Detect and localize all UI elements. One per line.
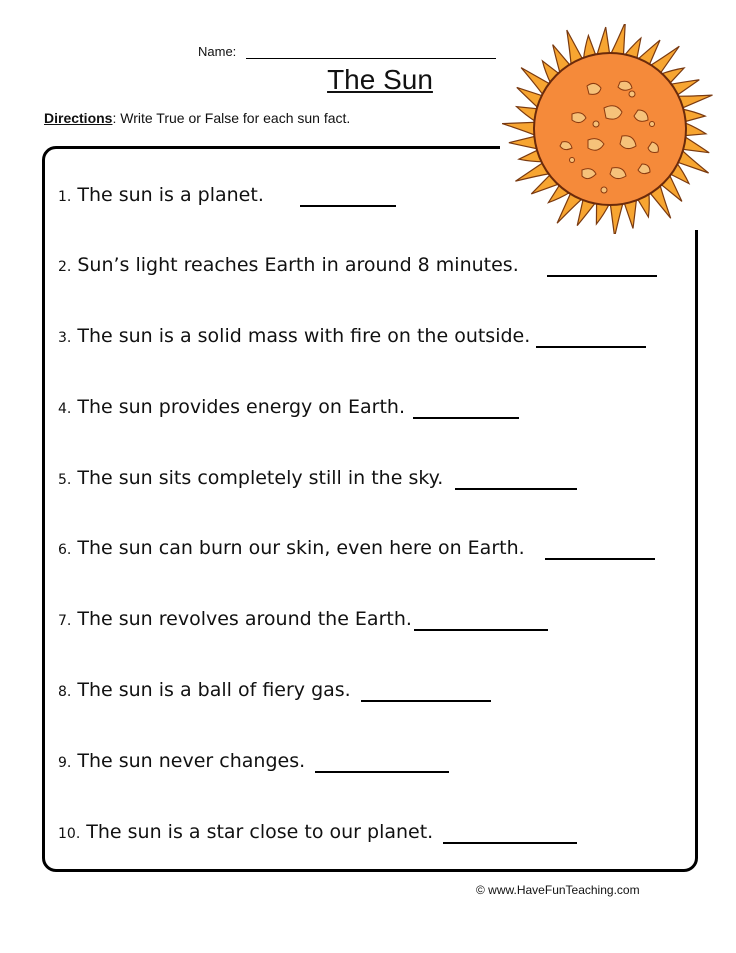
answer-blank[interactable]	[455, 488, 577, 490]
question-number: 3.	[58, 330, 72, 346]
name-field[interactable]	[246, 46, 496, 59]
question-text: The sun can burn our skin, even here on Earth.	[77, 537, 525, 559]
sun-core	[534, 53, 686, 205]
question-text: The sun sits completely still in the sky.	[77, 467, 444, 489]
question-item	[58, 750, 449, 772]
question-text: The sun is a star close to our planet.	[86, 821, 434, 843]
question-number: 2.	[58, 259, 72, 275]
question-text: Sun’s light reaches Earth in around 8 minutes.	[77, 254, 519, 276]
question-item	[58, 396, 519, 418]
question-number: 9.	[58, 755, 72, 771]
footer-copyright: © www.HaveFunTeaching.com	[476, 883, 640, 897]
directions-text: : Write True or False for each sun fact.	[112, 110, 351, 126]
answer-blank[interactable]	[547, 275, 657, 277]
name-row	[198, 44, 496, 59]
answer-blank[interactable]	[536, 346, 646, 348]
question-text: The sun is a ball of fiery gas.	[77, 679, 351, 701]
sun-icon	[492, 24, 724, 234]
directions	[44, 110, 350, 126]
answer-blank[interactable]	[361, 700, 491, 702]
question-text: The sun is a solid mass with fire on the outside.	[77, 325, 531, 347]
question-number: 8.	[58, 684, 72, 700]
question-item	[58, 679, 491, 701]
question-item	[58, 537, 655, 559]
question-text: The sun provides energy on Earth.	[77, 396, 405, 418]
question-text: The sun revolves around the Earth.	[77, 608, 412, 630]
answer-blank[interactable]	[315, 771, 449, 773]
question-item	[58, 608, 548, 630]
question-text: The sun is a planet.	[77, 184, 264, 206]
answer-blank[interactable]	[413, 417, 519, 419]
question-number: 10.	[58, 826, 81, 842]
directions-label: Directions	[44, 110, 113, 126]
page-title: The Sun	[327, 64, 433, 95]
question-number: 7.	[58, 613, 72, 629]
question-item	[58, 184, 396, 206]
answer-blank[interactable]	[414, 629, 548, 631]
question-text: The sun never changes.	[77, 750, 306, 772]
question-item	[58, 325, 646, 347]
answer-blank[interactable]	[545, 558, 655, 560]
question-item	[58, 254, 657, 276]
question-number: 6.	[58, 542, 72, 558]
question-number: 5.	[58, 472, 72, 488]
question-number: 1.	[58, 189, 72, 205]
question-item	[58, 467, 577, 489]
question-item	[58, 821, 577, 843]
question-number: 4.	[58, 401, 72, 417]
answer-blank[interactable]	[300, 205, 396, 207]
answer-blank[interactable]	[443, 842, 577, 844]
name-label: Name:	[198, 44, 237, 59]
